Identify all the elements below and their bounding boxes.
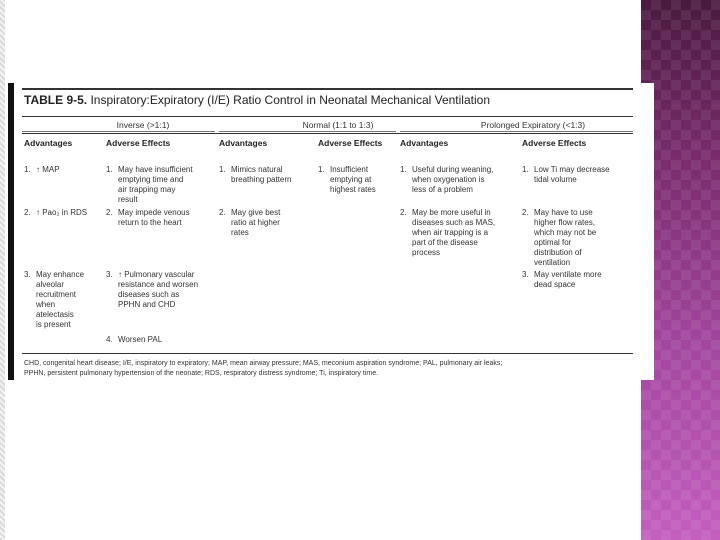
left-edge-stripe <box>0 0 5 540</box>
item-text: May have insufficient emptying time and air trapping may result <box>118 165 193 204</box>
black-margin-bar <box>8 83 14 380</box>
item-number: 2. <box>24 208 31 217</box>
item-number: 2. <box>400 208 407 217</box>
table-cell <box>24 270 84 330</box>
col-header-inverse-advantages: Advantages <box>24 138 73 148</box>
item-number: 1. <box>522 165 529 174</box>
table-cell <box>106 165 193 205</box>
item-text: May be more useful in diseases such as MAS, when air trapping is a part of the disease process <box>412 208 496 257</box>
table-cell <box>106 270 198 310</box>
item-text: ↑ Pulmonary vascular resistance and worsen diseases such as PPHN and CHD <box>118 270 199 309</box>
table-cell <box>219 208 280 238</box>
item-text: May give best ratio at higher rates <box>231 208 281 237</box>
item-number: 3. <box>24 270 31 279</box>
group-prolonged: Prolonged Expiratory (<1:3) <box>480 120 586 130</box>
col-header-inverse-adverse: Adverse Effects <box>106 138 171 148</box>
item-number: 2. <box>219 208 226 217</box>
table-cell <box>400 165 493 195</box>
item-text: Low Ti may decrease tidal volume <box>534 165 610 184</box>
table-cell <box>24 165 60 175</box>
col-header-prolonged-advantages: Advantages <box>400 138 449 148</box>
table-cell <box>522 208 596 268</box>
item-text: Mimics natural breathing pattern <box>231 165 292 184</box>
item-number: 1. <box>318 165 325 174</box>
item-text: May ventilate more dead space <box>534 270 602 289</box>
column-header-rule <box>22 133 633 134</box>
table-title <box>24 93 490 107</box>
table-cell <box>522 270 602 290</box>
item-number: 1. <box>106 165 113 174</box>
item-text: May enhance alveolar recruitment when atelectasis is present <box>36 270 85 329</box>
item-number: 4. <box>106 335 113 344</box>
col-header-normal-adverse: Adverse Effects <box>318 138 383 148</box>
group-normal: Normal (1:1 to 1:3) <box>302 120 374 130</box>
item-number: 3. <box>522 270 529 279</box>
table-footnote: CHD, congenital heart disease; I/E, inspiratory to expiratory; MAP, mean airway pressure; MAS, meconium aspiration syndrome; PAL, pulmonary air leaks; PPHN, persistent pulmonary hypertension of the neonate; RDS, respiratory distress syndrome; Ti, inspiratory time. <box>24 360 503 377</box>
group-inverse: Inverse (>1:1) <box>116 120 170 130</box>
item-text: ↑ Pao₂ in RDS <box>36 208 88 217</box>
table-cell <box>318 165 376 195</box>
header-rule <box>22 116 633 117</box>
item-number: 1. <box>219 165 226 174</box>
col-header-normal-advantages: Advantages <box>219 138 268 148</box>
col-header-prolonged-adverse: Adverse Effects <box>522 138 587 148</box>
item-number: 2. <box>522 208 529 217</box>
table-cell <box>219 165 292 185</box>
table-cell <box>522 165 610 185</box>
item-number: 2. <box>106 208 113 217</box>
table-cell <box>106 335 162 345</box>
item-text: Insufficient emptying at highest rates <box>330 165 376 194</box>
table-cell <box>106 208 190 228</box>
item-text: Useful during weaning, when oxygenation is less of a problem <box>412 165 494 194</box>
item-number: 1. <box>24 165 31 174</box>
table-top-rule <box>22 88 633 90</box>
group-underline-inverse <box>22 131 215 132</box>
group-underline-normal <box>219 131 396 132</box>
table-cell <box>24 208 87 218</box>
item-text: May have to use higher flow rates, which may not be optimal for distribution of ventilation <box>534 208 597 267</box>
table-title-text: Inspiratory:Expiratory (I/E) Ratio Control in Neonatal Mechanical Ventilation <box>90 93 490 107</box>
table-label: TABLE 9-5. <box>24 93 88 107</box>
table-cell <box>400 208 495 258</box>
item-number: 1. <box>400 165 407 174</box>
item-number: 3. <box>106 270 113 279</box>
group-underline-prolonged <box>400 131 633 132</box>
item-text: Worsen PAL <box>118 335 163 344</box>
table-bottom-rule <box>22 353 633 354</box>
scanned-table <box>8 83 654 380</box>
item-text: May impede venous return to the heart <box>118 208 190 227</box>
item-text: ↑ MAP <box>36 165 60 174</box>
